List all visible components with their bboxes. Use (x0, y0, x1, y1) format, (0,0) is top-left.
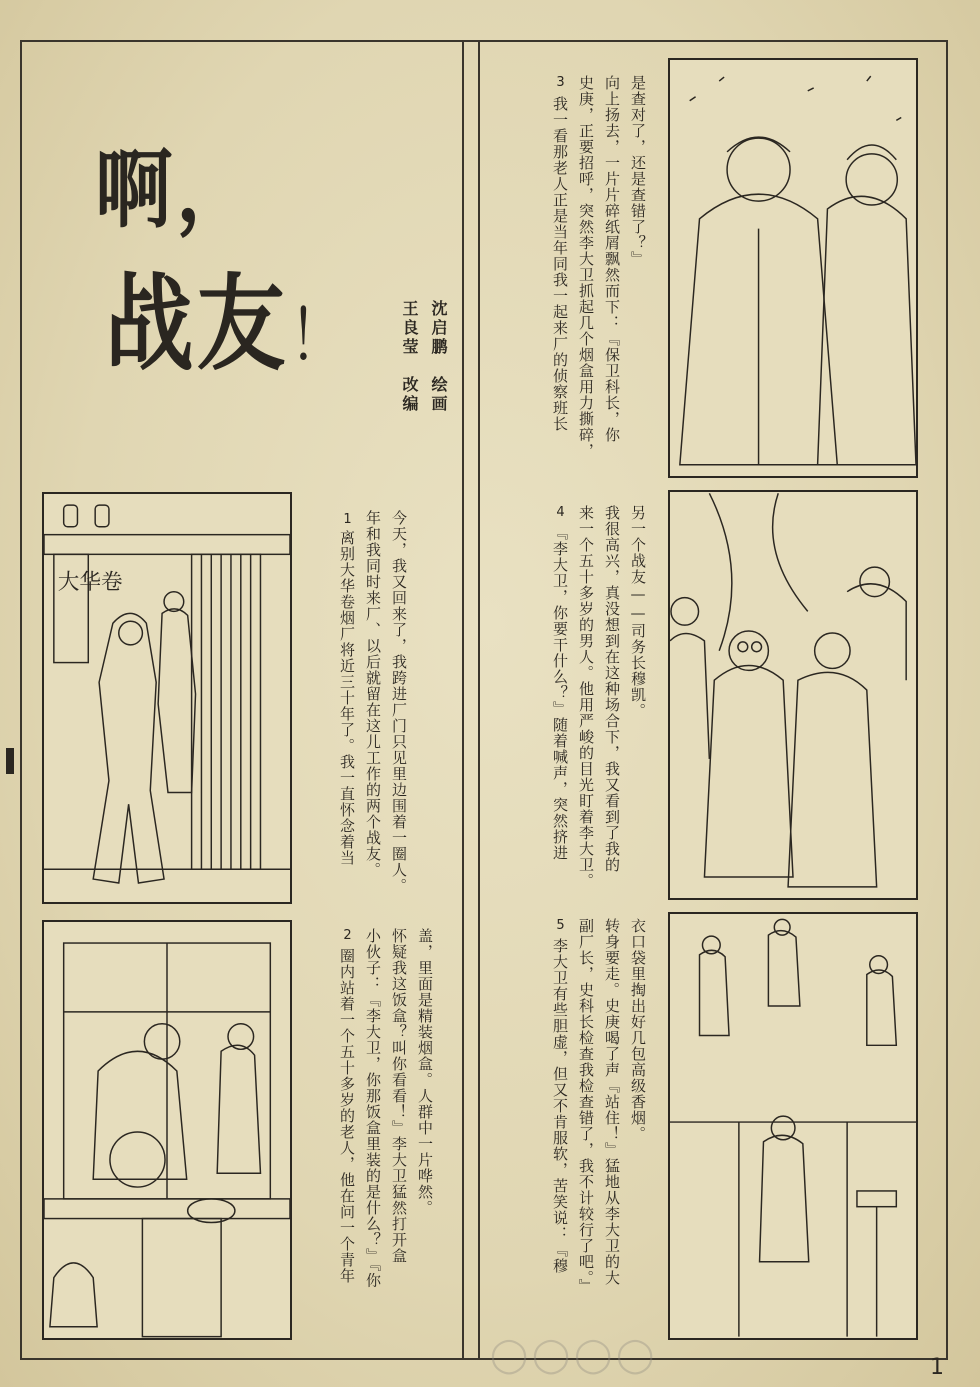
caption-1-col-1: 离别大华卷烟厂将近三十年了。我一直怀念着当 (338, 530, 356, 866)
title-line-2-text: 战友 (105, 263, 289, 385)
caption-1-col-3: 今天，我又回来了，我跨进厂门只见里边围着一圈人。 (390, 510, 408, 894)
caption-2-col-4: 盖，里面是精装烟盒。人群中一片哗然。 (416, 928, 434, 1216)
caption-number: 1 (340, 512, 355, 528)
crowd-scene-illustration (670, 492, 916, 898)
caption-2-col-2: 小伙子：『李大卫，你那饭盒里装的是什么？』『你 (364, 928, 382, 1289)
office-window-illustration (44, 922, 290, 1338)
credit-adapter: 王良莹 改编 (400, 300, 419, 414)
comic-panel-3 (668, 58, 918, 478)
caption-number: 2 (340, 928, 355, 944)
caption-number: 5 (553, 918, 568, 934)
caption-2-col-1: 圈内站着一个五十多岁的老人，他在问一个青年 (338, 948, 356, 1284)
two-men-illustration (670, 60, 916, 476)
column-divider (462, 40, 464, 1360)
caption-4-col-2: 来一个五十多岁的男人。他用严峻的目光盯着李大卫。 (577, 505, 595, 889)
caption-5-col-1: 李大卫有些胆虚，但又不肯服软，苦笑说：『穆 (551, 938, 569, 1274)
title-exclamation: ！ (288, 295, 352, 377)
page-number: 1 (930, 1355, 944, 1380)
caption-3-col-1: 我一看那老人正是当年同我一起来厂的侦察班长 (551, 96, 569, 432)
comic-panel-5 (668, 912, 918, 1340)
credit-artist: 沈启鹏 绘画 (429, 300, 448, 414)
comic-title (95, 120, 385, 385)
comic-panel-1 (42, 492, 292, 904)
caption-3-col-2: 史庚，正要招呼，突然李大卫抓起几个烟盒用力撕碎， (577, 75, 595, 459)
caption-3-col-4: 是查对了，还是查错了？』 (629, 75, 647, 267)
binding-mark (6, 748, 14, 774)
caption-4-col-4: 另一个战友——司务长穆凯。 (629, 505, 647, 719)
caption-1-col-2: 年和我同时来厂、以后就留在这儿工作的两个战友。 (364, 510, 382, 878)
caption-5-col-2: 副厂长，史科长检查我检查错了，我不计较行了吧。』 (577, 918, 595, 1295)
caption-number: 4 (553, 505, 568, 521)
street-scene-illustration (670, 914, 916, 1338)
caption-5-col-3: 转身要走。史庚喝了声『站住！』猛地从李大卫的大 (603, 918, 621, 1286)
title-line-1: 啊， (95, 140, 257, 240)
comic-panel-4 (668, 490, 918, 900)
factory-sign-text: 大华卷 (57, 569, 123, 595)
caption-2-col-3: 怀疑我这饭盒？叫你看看！』李大卫猛然打开盒 (390, 928, 408, 1264)
factory-gate-illustration (44, 494, 290, 902)
title-line-2 (105, 240, 352, 390)
caption-5-col-4: 衣口袋里掏出好几包高级香烟。 (629, 918, 647, 1142)
caption-4-col-1: 『李大卫，你要干什么？』随着喊声，突然挤进 (551, 525, 569, 861)
watermark: ◯◯◯◯ (490, 1335, 659, 1375)
comic-panel-2 (42, 920, 292, 1340)
caption-3-col-3: 向上扬去，一片片碎纸屑飘然而下：『保卫科长，你 (603, 75, 621, 443)
caption-4-col-3: 我很高兴，真没想到在这种场合下，我又看到了我的 (603, 505, 621, 873)
caption-number: 3 (553, 75, 568, 91)
column-divider (478, 40, 480, 1360)
